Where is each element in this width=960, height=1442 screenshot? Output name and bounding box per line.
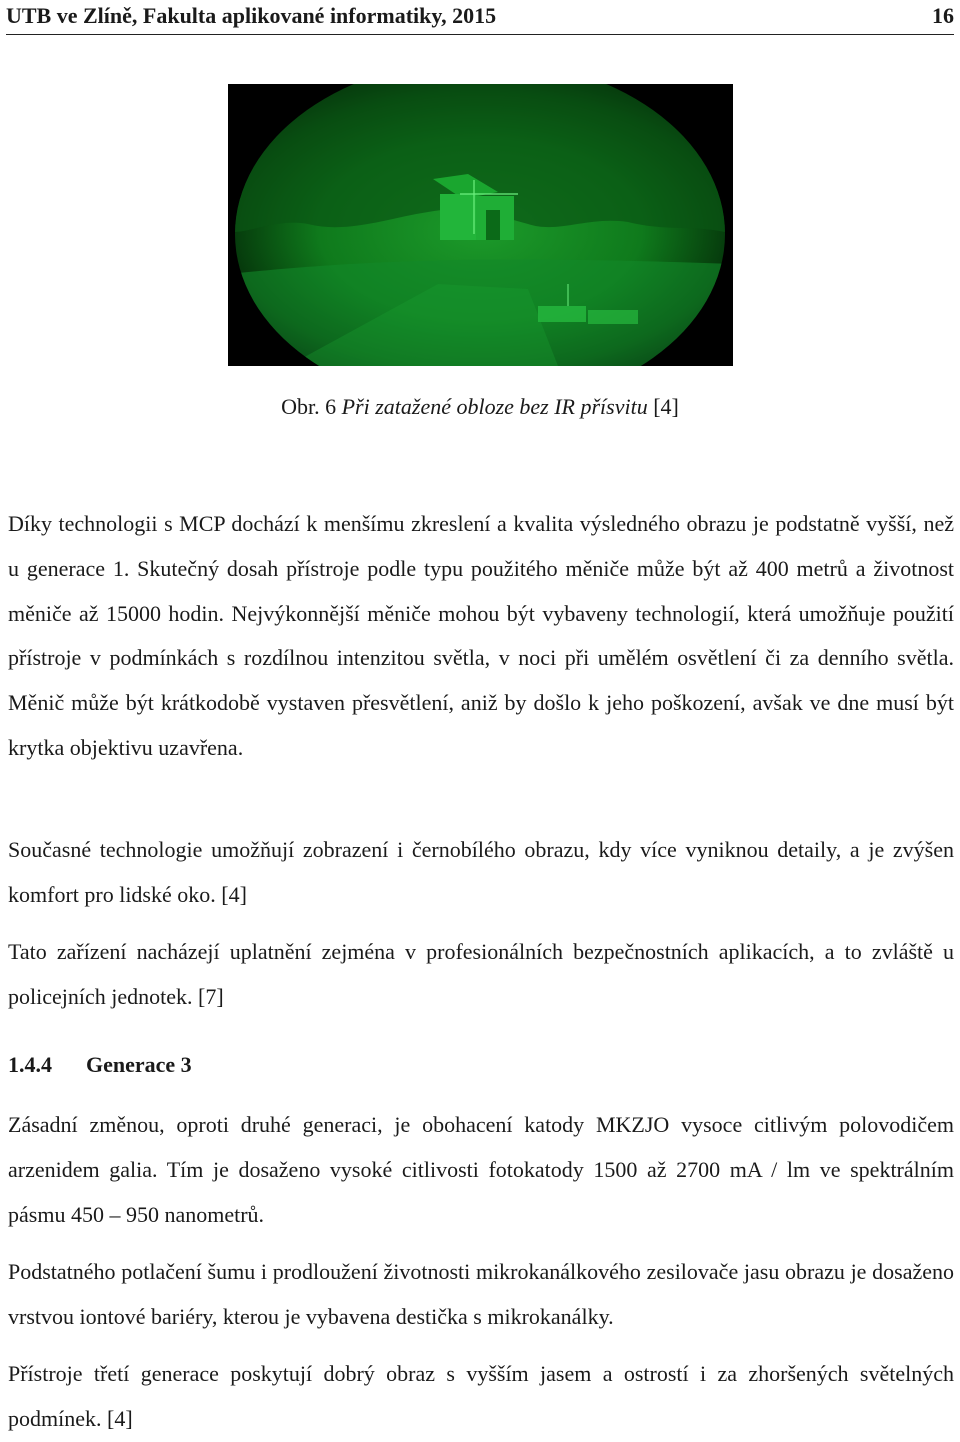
caption-prefix: Obr. 6 bbox=[281, 394, 342, 419]
paragraph-mcp-technology: Díky technologii s MCP dochází k menšímu zkreslení a kvalita výsledného obrazu je podstatně vyšší, než u generace 1. Skutečný dosah přístroje podle typu použitého měniče může být až 400 metrů a životnost měniče až 15000 hodin. Nejvýkonnější měniče mohou být vybaveny technologií, která umožňuje použití přístroje v podmínkách s rozdílnou intenzitou světla, v noci při umělém osvětlení či za denního světla. Měnič může být krátkodobě vystaven přesvětlení, aniž by došlo k jeho poškození, avšak ve dne musí být krytka objektivu uzavřena. bbox=[8, 511, 954, 760]
page-header bbox=[6, 0, 954, 35]
section-title: Generace 3 bbox=[86, 1052, 192, 1077]
paragraph-noise-suppression: Podstatného potlačení šumu i prodloužení životnosti mikrokanálkového zesilovače jasu obrazu je dosaženo vrstvou iontové bariéry, kterou je vybavena destička s mikrokanálky. bbox=[8, 1259, 954, 1329]
section-number: 1.4.4 bbox=[8, 1052, 52, 1077]
paragraph-generation-3: Zásadní změnou, oproti druhé generaci, je obohacení katody MKZJO vysoce citlivým polovodičem arzenidem galia. Tím je dosaženo vysoké citlivosti fotokatody 1500 až 2700 mA / lm ve spektrálním pásmu 450 – 950 nanometrů. bbox=[8, 1112, 954, 1227]
paragraph-current-technology: Současné technologie umožňují zobrazení i černobílého obrazu, kdy více vyniknou detaily, a je zvýšen komfort pro lidské oko. [4] bbox=[8, 837, 954, 907]
figure-caption bbox=[0, 394, 960, 420]
header-title: UTB ve Zlíně, Fakulta aplikované informatiky, 2015 bbox=[6, 3, 497, 28]
paragraph-third-generation-devices: Přístroje třetí generace poskytují dobrý obraz s vyšším jasem a ostrostí i za zhoršených světelných podmínek. [4] bbox=[8, 1361, 954, 1431]
night-vision-figure bbox=[228, 84, 733, 366]
caption-title: Při zatažené obloze bez IR přísvitu bbox=[341, 394, 648, 419]
page-number: 16 bbox=[932, 3, 954, 28]
section-heading bbox=[8, 1052, 192, 1078]
caption-reference: [4] bbox=[647, 394, 679, 419]
paragraph-applications: Tato zařízení nacházejí uplatnění zejména v profesionálních bezpečnostních aplikacích, a to zvláště u policejních jednotek. [7] bbox=[8, 939, 954, 1009]
night-vision-image bbox=[228, 84, 733, 366]
